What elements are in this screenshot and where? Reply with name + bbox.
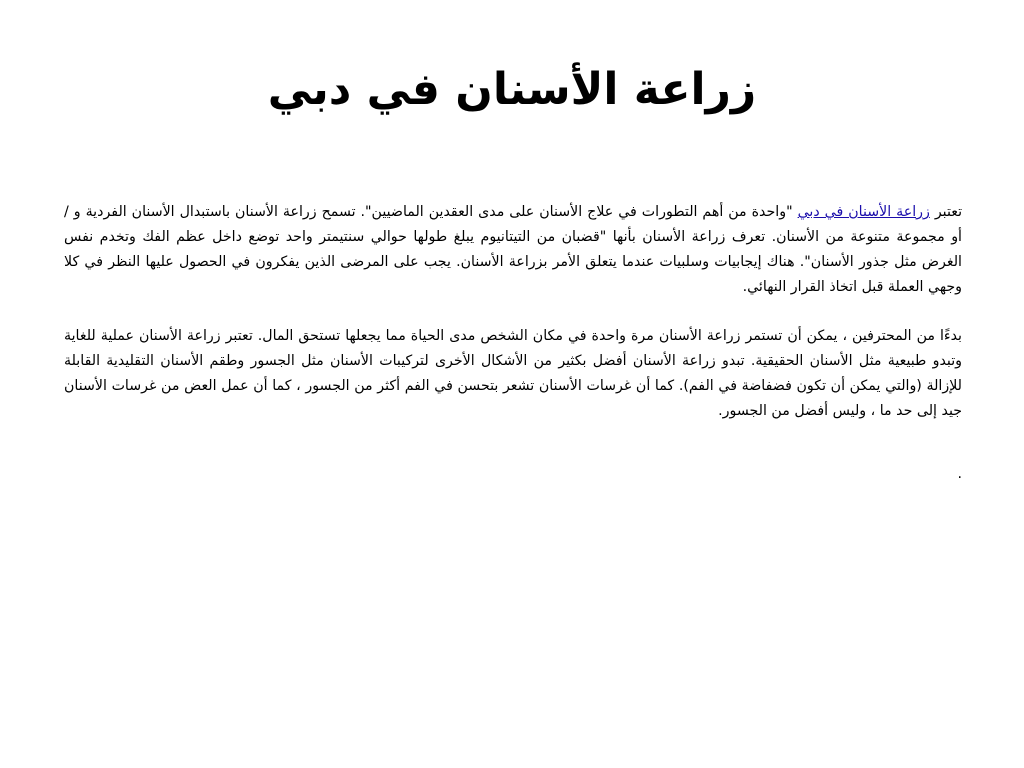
paragraph-dot: . [957, 466, 962, 482]
page-title: زراعة الأسنان في دبي [267, 64, 757, 115]
paragraph-intro-rest: "واحدة من أهم التطورات في علاج الأسنان على مدى العقدين الماضيين". تسمح زراعة الأسنان باستبدال الأسنان الفردية و / أو مجموعة متنوعة من الأسنان. تعرف زراعة الأسنان بأنها "قضبان من التيتانيوم يبلغ طولها حوالي سنتيمتر واحد توضع داخل عظم الفك وتخدم نفس الغرض مثل جذور الأسنان". هناك إيجابيات وسلبيات عندما يتعلق الأمر بزراعة الأسنان. يجب على المرضى الذين يفكرون في الحصول عليها النظر في كلا وجهي العملة قبل اتخاذ القرار النهائي. [64, 204, 962, 295]
paragraph-pros: بدءًا من المحترفين ، يمكن أن تستمر زراعة الأسنان مرة واحدة في مكان الشخص مدى الحياة مما يجعلها تستحق المال. تعتبر زراعة الأسنان عملية للغاية وتبدو طبيعية مثل الأسنان الحقيقية. تبدو زراعة الأسنان أفضل بكثير من الأشكال الأخرى لتركيبات الأسنان مثل الجسور وطقم الأسنان التقليدية القابلة للإزالة (والتي يمكن أن تكون فضفاضة في الفم). كما أن غرسات الأسنان تشعر بتحسن في الفم أكثر من الجسور ، كما أن عمل العض من غرسات الأسنان جيد إلى حد ما ، وليس أفضل من الجسور. [64, 328, 962, 419]
dental-implants-dubai-link[interactable]: زراعة الأسنان في دبي [797, 204, 930, 220]
paragraph-intro-lead: تعتبر [929, 204, 963, 220]
article-body [64, 200, 962, 487]
paragraph-intro [64, 200, 962, 300]
